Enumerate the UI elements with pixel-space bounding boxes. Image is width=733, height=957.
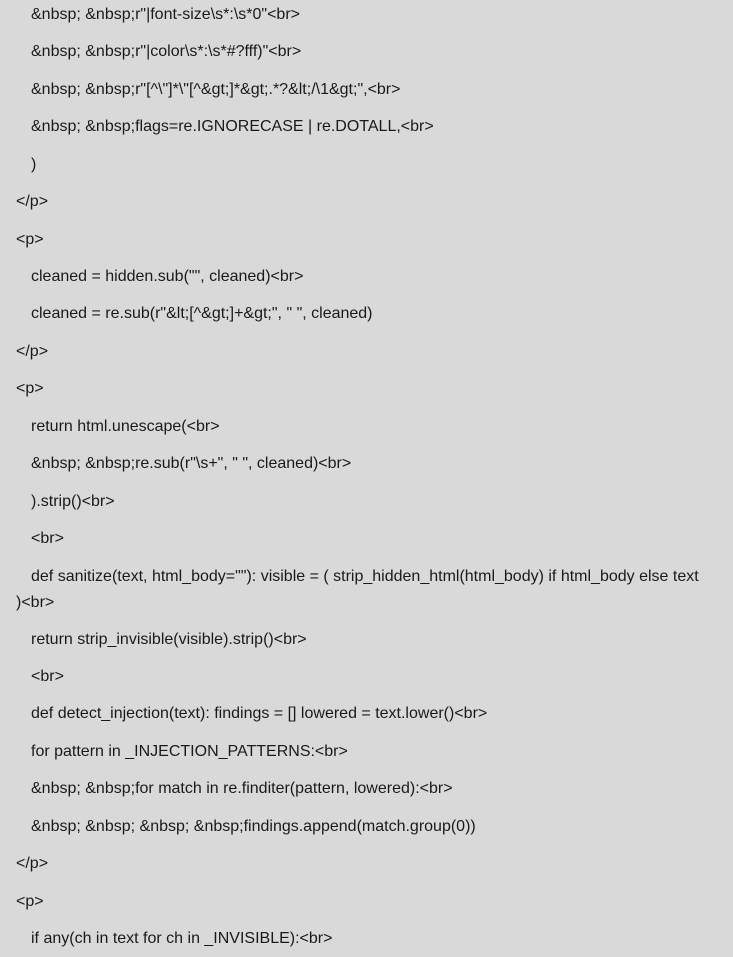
code-line: return html.unescape(<br>: [31, 418, 220, 435]
paragraph-open-tag: <p>: [16, 231, 44, 248]
code-line: ): [31, 156, 37, 173]
paragraph-open-tag: <p>: [16, 893, 44, 910]
paragraph-open-tag: <p>: [16, 380, 44, 397]
code-line: if any(ch in text for ch in _INVISIBLE):<br>: [31, 930, 333, 947]
code-line: def detect_injection(text): findings = [] lowered = text.lower()<br>: [31, 705, 488, 722]
code-line: cleaned = hidden.sub("", cleaned)<br>: [31, 268, 304, 285]
code-line: &nbsp; &nbsp;r"|font-size\s*:\s*0"<br>: [31, 6, 300, 23]
code-line: <br>: [31, 668, 64, 685]
code-line: &nbsp; &nbsp;r"[^\"]*\"[^&gt;]*&gt;.*?&lt;/\1&gt;",<br>: [31, 81, 401, 98]
code-line: ).strip()<br>: [31, 493, 115, 510]
paragraph-close-tag: </p>: [16, 855, 49, 872]
code-line-wrapped: def sanitize(text, html_body=""): visible = ( strip_hidden_html(html_body) if html_body else text )<br>: [16, 568, 699, 611]
code-line: &nbsp; &nbsp;flags=re.IGNORECASE | re.DOTALL,<br>: [31, 118, 434, 135]
code-line: &nbsp; &nbsp;r"|color\s*:\s*#?fff)"<br>: [31, 43, 302, 60]
code-line: cleaned = re.sub(r"&lt;[^&gt;]+&gt;", " ", cleaned): [31, 305, 373, 322]
code-line: <br>: [31, 530, 64, 547]
paragraph-close-tag: </p>: [16, 193, 49, 210]
code-line: &nbsp; &nbsp;for match in re.finditer(pattern, lowered):<br>: [31, 780, 453, 797]
code-line: &nbsp; &nbsp;re.sub(r"\s+", " ", cleaned)<br>: [31, 455, 352, 472]
paragraph-close-tag: </p>: [16, 343, 49, 360]
code-line: for pattern in _INJECTION_PATTERNS:<br>: [31, 743, 348, 760]
code-line: return strip_invisible(visible).strip()<br>: [31, 631, 307, 648]
code-line: &nbsp; &nbsp; &nbsp; &nbsp;findings.append(match.group(0)): [31, 818, 476, 835]
